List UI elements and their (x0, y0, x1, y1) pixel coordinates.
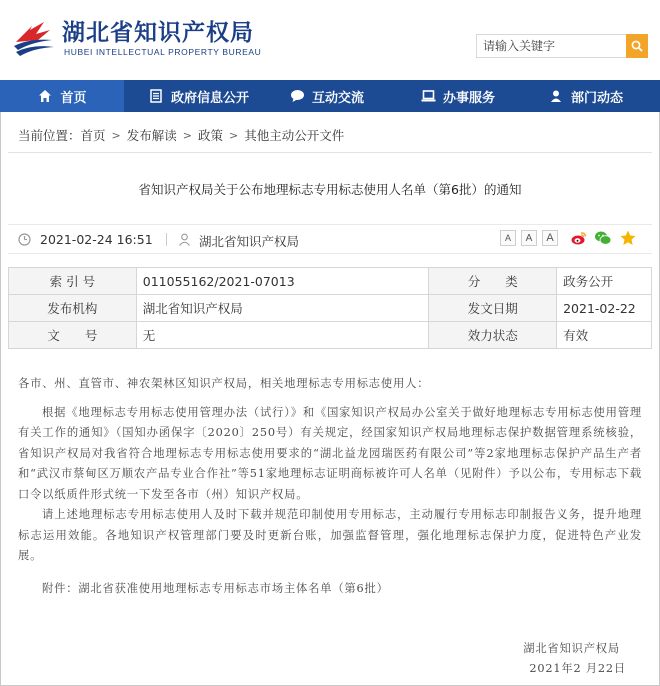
font-size-medium-button[interactable]: A (521, 230, 537, 246)
signature-org: 湖北省知识产权局 (523, 642, 620, 655)
signature-block (523, 640, 626, 680)
divider (166, 233, 167, 246)
wechat-share-icon[interactable] (594, 229, 612, 247)
main-nav (0, 80, 660, 112)
person-pin-icon (548, 88, 564, 104)
body-paragraph: 请上述地理标志专用标志使用人及时下载并规范印制使用专用标志，主动履行专用标志印制报告义务，提升地理标志运用效能。各地知识产权管理部门要及时更新台账，加强监督管理，强化地理标志保护力度，促进特色产业发展。 (18, 508, 642, 562)
nav-item-label: 互动交流 (312, 90, 365, 106)
font-size-small-button[interactable]: A (500, 230, 516, 246)
doc-number-value: 无 (136, 322, 429, 349)
search-icon (631, 40, 643, 52)
source-icon (178, 233, 191, 246)
font-size-large-button[interactable]: A (542, 230, 558, 246)
article-title: 省知识产权局关于公布地理标志专用标志使用人名单（第6批）的通知 (138, 182, 522, 197)
nav-item-services[interactable] (420, 80, 495, 112)
body-greeting: 各市、州、直管市、神农架林区知识产权局，相关地理标志专用标志使用人： (18, 377, 430, 390)
nav-item-gov-info[interactable] (148, 80, 249, 112)
site-name-english: HUBEI INTELLECTUAL PROPERTY BUREAU (64, 47, 262, 57)
site-name[interactable]: 湖北省知识产权局 (62, 20, 254, 46)
nav-item-label: 政府信息公开 (171, 90, 250, 106)
doc-number-label: 文 号 (9, 322, 137, 349)
category-label: 分 类 (429, 268, 557, 295)
laptop-icon (420, 88, 436, 104)
article-meta (8, 224, 652, 254)
search-input[interactable] (477, 35, 627, 57)
nav-item-label: 办事服务 (443, 90, 496, 106)
chat-icon (289, 88, 305, 104)
divider (8, 152, 652, 153)
table-row (9, 295, 652, 322)
breadcrumb-item-home[interactable]: 首页 (80, 128, 106, 143)
breadcrumb-item-release[interactable]: 发布解读 (126, 128, 177, 143)
chevron-right-icon: > (111, 128, 121, 142)
category-value: 政务公开 (557, 268, 652, 295)
article-body (18, 374, 642, 599)
table-row (9, 268, 652, 295)
publish-date: 2021-02-24 16:51 (40, 232, 153, 247)
site-header (0, 0, 660, 80)
body-paragraph: 根据《地理标志专用标志使用管理办法（试行）》和《国家知识产权局办公室关于做好地理标志专用标志使用管理有关工作的通知》（国知办函保字〔2020〕250号）有关规定，经国家知识产权局地理标志保护数据管理系统核验，省知识产权局对我省符合地理标志专用标志使用要求的“湖北益龙园瑞医药有限公司”等2家地理标志保护产品生产者和“武汉市蔡甸区万顺农产品专业合作社”等51家地理标志证明商标被许可人名单（见附件）予以公布，专用标志下载口令以纸质件形式统一下发至各市（州）知识产权局。 (18, 405, 642, 501)
home-icon (37, 88, 53, 104)
signature-date: 2021年2 月22日 (529, 662, 626, 675)
publisher-label: 发布机构 (9, 295, 137, 322)
breadcrumb (18, 126, 344, 144)
document-info-table (8, 267, 652, 349)
index-label: 索 引 号 (9, 268, 137, 295)
breadcrumb-item-policy[interactable]: 政策 (197, 128, 223, 143)
status-value: 有效 (557, 322, 652, 349)
star-favorite-icon[interactable] (619, 229, 637, 247)
index-value: 011055162/2021-07013 (136, 268, 429, 295)
article-source: 湖北省知识产权局 (199, 234, 300, 249)
site-logo-icon[interactable] (10, 16, 56, 58)
nav-item-label: 首页 (60, 90, 87, 106)
search-button[interactable] (626, 34, 648, 58)
nav-item-interaction[interactable] (289, 80, 364, 112)
issue-date-value: 2021-02-22 (557, 295, 652, 322)
document-icon (148, 88, 164, 104)
attachment-link[interactable]: 附件：湖北省获准使用地理标志专用标志市场主体名单（第6批） (42, 581, 389, 595)
chevron-right-icon: > (229, 128, 239, 142)
weibo-share-icon[interactable] (570, 229, 588, 247)
publisher-value: 湖北省知识产权局 (136, 295, 429, 322)
table-row (9, 322, 652, 349)
breadcrumb-item-other[interactable]: 其他主动公开文件 (244, 128, 345, 143)
nav-item-home[interactable] (0, 80, 124, 112)
chevron-right-icon: > (182, 128, 192, 142)
clock-icon (18, 233, 31, 246)
breadcrumb-prefix: 当前位置： (18, 128, 81, 143)
nav-item-label: 部门动态 (571, 90, 624, 106)
issue-date-label: 发文日期 (429, 295, 557, 322)
nav-item-department-news[interactable] (548, 80, 623, 112)
status-label: 效力状态 (429, 322, 557, 349)
search-box (476, 34, 648, 58)
